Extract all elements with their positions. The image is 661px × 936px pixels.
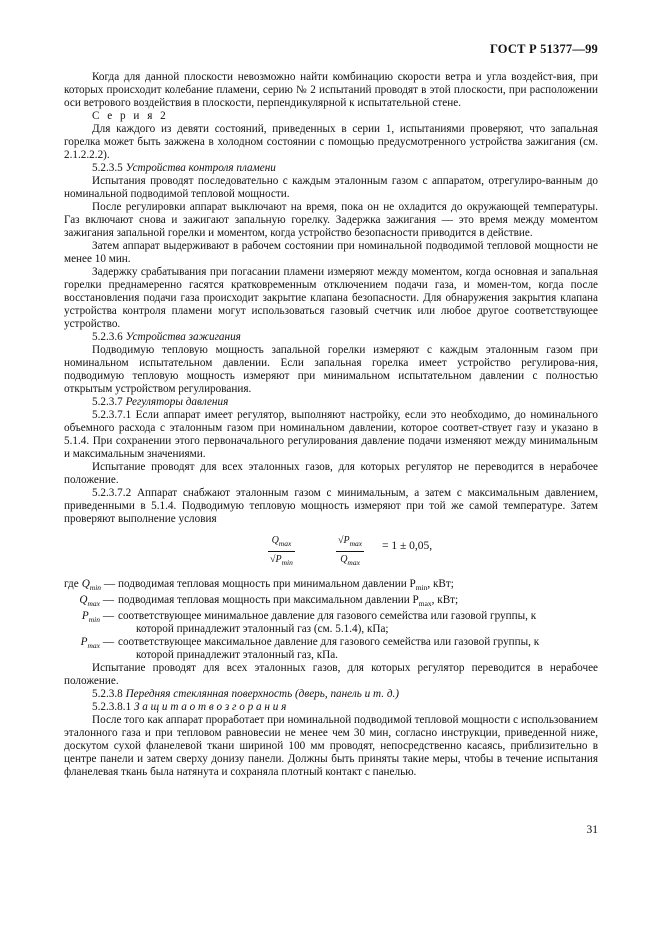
paragraph: Задержку срабатывания при погасании пламени измеряют между моментом, когда основная и запальная горелки преднамеренно гасятся кратковременным отключением подачи газа, и момен-том, когда после восстановления подачи газа происходит закрытие клапана безопасности. Для обнаружения закрытия клапана устройства контроля пламени могут использоваться газовый счетчик или любое другое соответствующее устройство. [64, 266, 598, 330]
legend-definition [118, 636, 598, 662]
legend-dash: — [100, 636, 114, 649]
section-title: Регуляторы давления [125, 396, 229, 408]
paragraph: Испытания проводят последовательно с каждым эталонным газом с аппаратом, отрегулиро-ванным до номинальной подводимой тепловой мощности. [64, 175, 598, 200]
section-heading [64, 688, 598, 701]
section-title: З а щ и т а о т в о з г о р а н и я [133, 701, 287, 714]
document-body [64, 71, 598, 779]
formula-term: Q [340, 554, 348, 565]
section-number: 5.2.3.8 [92, 688, 123, 701]
legend-symbol [64, 610, 114, 636]
formula-condition [64, 530, 598, 576]
formula-subscript: min [281, 558, 293, 567]
standard-header: ГОСТ Р 51377—99 [489, 42, 598, 56]
section-number: 5.2.3.7 [92, 396, 123, 408]
legend-dash: — [101, 578, 116, 590]
legend-text: подводимая тепловая мощность при максимальном давлении P [118, 594, 419, 607]
series-heading: С е р и я 2 [92, 110, 169, 122]
legend-text-subscript: min [415, 583, 428, 593]
symbol-legend [64, 578, 598, 662]
legend-text: соответствующее минимальное давление для газового семейства или газовой группы, к [118, 610, 537, 623]
formula-subscript: max [349, 539, 363, 548]
paragraph: Испытание проводят для всех эталонных газов, для которых регулятор переводится в нерабочее положение. [64, 662, 598, 688]
legend-definition [118, 594, 598, 610]
section-heading [64, 162, 598, 175]
legend-symbol [64, 636, 114, 662]
legend-symbol-letter: P [81, 610, 89, 623]
legend-text-tail: , кВт; [431, 594, 459, 607]
legend-text-subscript: max [418, 599, 432, 609]
section-number: 5.2.3.6 [92, 331, 123, 343]
legend-dash: — [100, 594, 114, 607]
formula-subscript: max [347, 558, 360, 567]
paragraph: Подводимую тепловую мощность запальной горелки измеряют с каждым эталонным газом при номинальном испытательном давлении. Если запальная горелка имеет устройство регулирова-ния, подводимую тепловую мощность измеряют при минимальном испытательном давлении с полностью открытым устройством регулирования. [64, 344, 598, 395]
formula-subscript: max [278, 539, 292, 548]
section-heading [64, 396, 598, 409]
legend-symbol-letter: Q [81, 578, 90, 590]
paragraph: После регулировки аппарат выключают на время, пока он не охладится до окружающей температуры. Газ включают снова и зажигают запальную горелку. Задержка зажигания — это время между моментом зажигания запальной горелки и моментом, когда устройство безопасности приводится в действие. [64, 201, 598, 239]
legend-symbol-subscript: min [88, 615, 101, 625]
section-title: Передняя стеклянная поверхность (дверь, панель и т. д.) [125, 688, 400, 701]
legend-text: соответствующее максимальное давление для газового семейства или газовой группы, к [118, 636, 540, 649]
formula-rhs: = 1 ± 0,05, [382, 540, 433, 552]
paragraph: 5.2.3.7.1 Если аппарат имеет регулятор, выполняют настройку, если это необходимо, до номинального объемного расхода с эталонным газом при номинальном давлении, которое соответ-ствует газу и указано в 5.1.4. При сохранении этого первоначального регулирования давление подачи изменяют между минимальным и максимальным значениями. [64, 409, 598, 460]
paragraph: Испытание проводят для всех эталонных газов, для которых регулятор не переводится в нерабочее положение. [64, 461, 598, 486]
paragraph: После того как аппарат проработает при номинальной подводимой тепловой мощности с использованием эталонного газа и при тепловом равновесии не менее чем 30 мин, согласно инструкции, приведенной ниже, доскутом сухой фланелевой ткани шириной 100 мм проводят, непосредственно касаясь, приблизительно в центре панели и затем сверху донизу панели. Должны быть приняты такие меры, чтобы в течение испытания фланелевая ткань была натянута и сохраняла плотный контакт с панелью. [64, 714, 598, 779]
legend-symbol [64, 578, 114, 594]
legend-symbol-subscript: max [87, 599, 101, 609]
legend-symbol-subscript: max [87, 641, 101, 651]
legend-symbol [64, 594, 114, 610]
paragraph: Когда для данной плоскости невозможно найти комбинацию скорости ветра и угла воздейст-вия, при которых происходит колебание пламени, серию № 2 испытаний проводят в этой плоскости, при расположении оси ветрового воздействия в плоскости, перпендикулярной к испытательной стене. [64, 71, 598, 109]
legend-definition [118, 610, 598, 636]
section-number: 5.2.3.5 [92, 162, 123, 174]
legend-text-continuation: которой принадлежит эталонный газ, кПа. [136, 649, 338, 662]
page-number: 31 [586, 824, 598, 836]
section-number: 5.2.3.8.1 [92, 701, 132, 714]
section-title: Устройства контроля пламени [125, 162, 276, 174]
legend-dash: — [100, 610, 114, 623]
legend-symbol-letter: Q [79, 594, 88, 607]
formula-term: √P [270, 554, 282, 565]
legend-symbol-letter: P [80, 636, 88, 649]
formula-term: Q [271, 535, 279, 546]
paragraph: Затем аппарат выдерживают в рабочем состоянии при номинальной подводимой тепловой мощности не менее 10 мин. [64, 240, 598, 265]
formula-fraction-2 [336, 534, 364, 569]
legend-symbol-subscript: min [89, 583, 102, 593]
legend-text-continuation: которой принадлежит эталонный газ (см. 5.1.4), кПа; [136, 623, 389, 636]
formula-fraction-1 [268, 534, 295, 569]
section-title: Устройства зажигания [125, 331, 241, 343]
legend-lead: где [64, 578, 79, 590]
section-heading [64, 331, 598, 344]
formula-term: √P [338, 535, 350, 546]
legend-definition [118, 578, 598, 594]
section-heading [64, 701, 598, 714]
legend-text-tail: , кВт; [427, 578, 454, 590]
paragraph: Для каждого из девяти состояний, приведенных в серии 1, испытаниями проверяют, что запальная горелка может быть зажжена в холодном состоянии с помощью предусмотренного устройства зажигания (см. 2.1.2.2.2). [64, 123, 598, 161]
paragraph: 5.2.3.7.2 Аппарат снабжают эталонным газом с минимальным, а затем с максимальным давлением, приведенными в 5.1.4. Подводимую тепловую мощность измеряют при той же самой температуре. Затем проверяют выполнение условия [64, 487, 598, 525]
legend-text: подводимая тепловая мощность при минимальном давлении P [118, 578, 416, 590]
